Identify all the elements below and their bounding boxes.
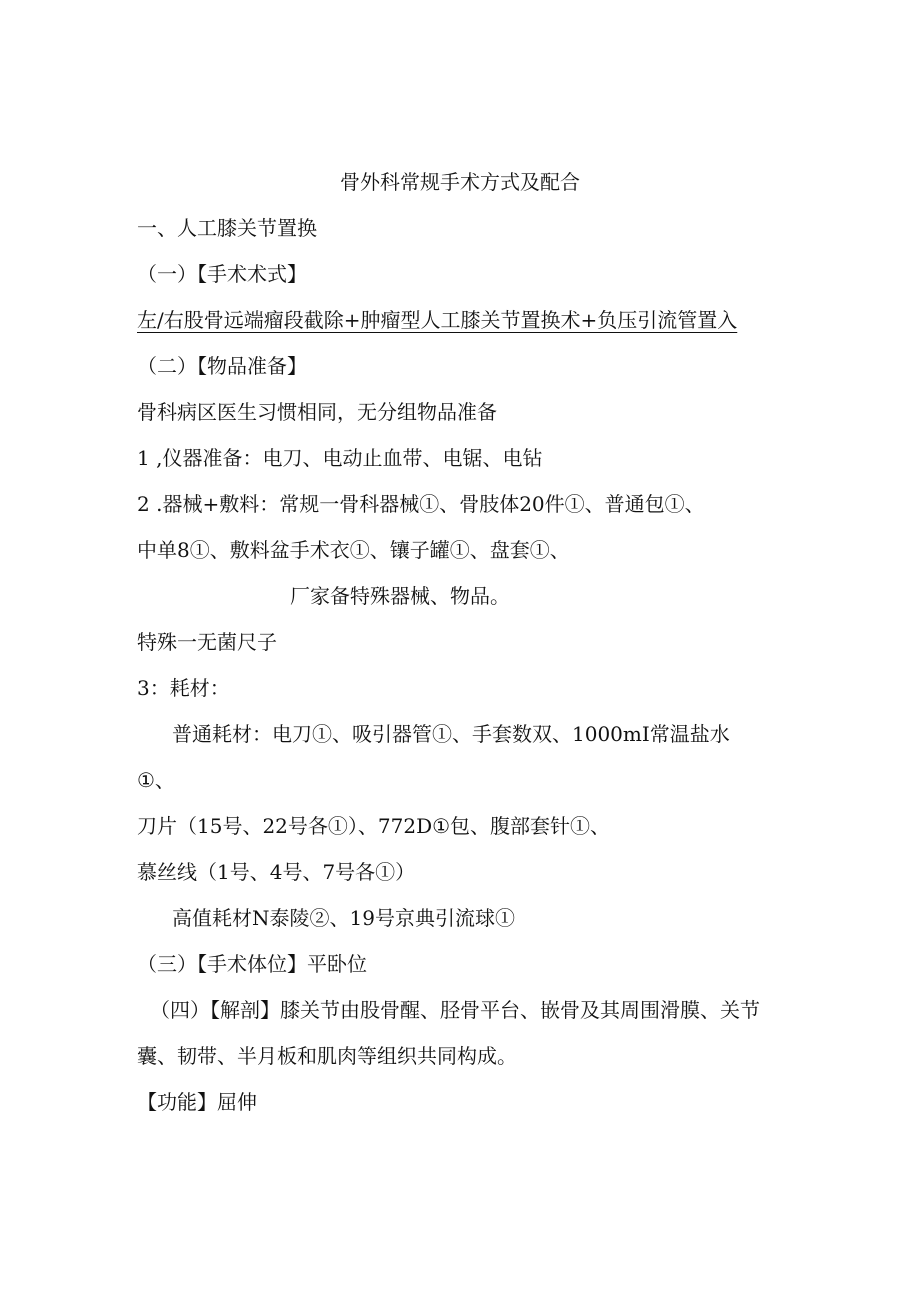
list-item: 1 ,仪器准备：电刀、电动止血带、电锯、电钻: [137, 446, 543, 470]
document-title: 骨外科常规手术方式及配合: [340, 170, 580, 194]
list-item: 3：耗材：: [137, 676, 230, 700]
subsection-heading: （三）【手术体位】平卧位: [137, 952, 367, 976]
indented-line: 厂家备特殊器械、物品。: [290, 584, 510, 608]
paragraph: 囊、韧带、半月板和肌肉等组织共同构成。: [137, 1044, 517, 1068]
subsection-heading: （一）【手术术式】: [137, 262, 307, 286]
paragraph: 刀片（15号、22号各①）、772D①包、腹部套针①、: [137, 814, 611, 838]
paragraph: 特殊一无菌尺子: [137, 630, 277, 654]
indented-line: 高值耗材N泰陵②、19号京典引流球①: [172, 906, 515, 930]
subsection-heading: （二）【物品准备】: [137, 354, 307, 378]
paragraph: 慕丝线（1号、4号、7号各①）: [137, 860, 416, 884]
list-item-continuation: 中单8①、敷料盆手术衣①、镶子罐①、盘套①、: [137, 538, 570, 562]
indented-line: 普通耗材：电刀①、吸引器管①、手套数双、1000mI常温盐水: [172, 722, 730, 746]
paragraph: 【功能】屈伸: [137, 1090, 257, 1114]
procedure-name: 左/右股骨远端瘤段截除+肿瘤型人工膝关节置换术+负压引流管置入: [137, 308, 738, 332]
list-item: 2 .器械+敷料：常规一骨科器械①、骨肢体20件①、普通包①、: [137, 492, 705, 516]
paragraph: ①、: [137, 768, 175, 792]
subsection-heading: （四）【解剖】膝关节由股骨醒、胫骨平台、嵌骨及其周围滑膜、关节: [150, 998, 760, 1022]
section-heading: 一、人工膝关节置换: [137, 216, 317, 240]
paragraph: 骨科病区医生习惯相同，无分组物品准备: [137, 400, 497, 424]
